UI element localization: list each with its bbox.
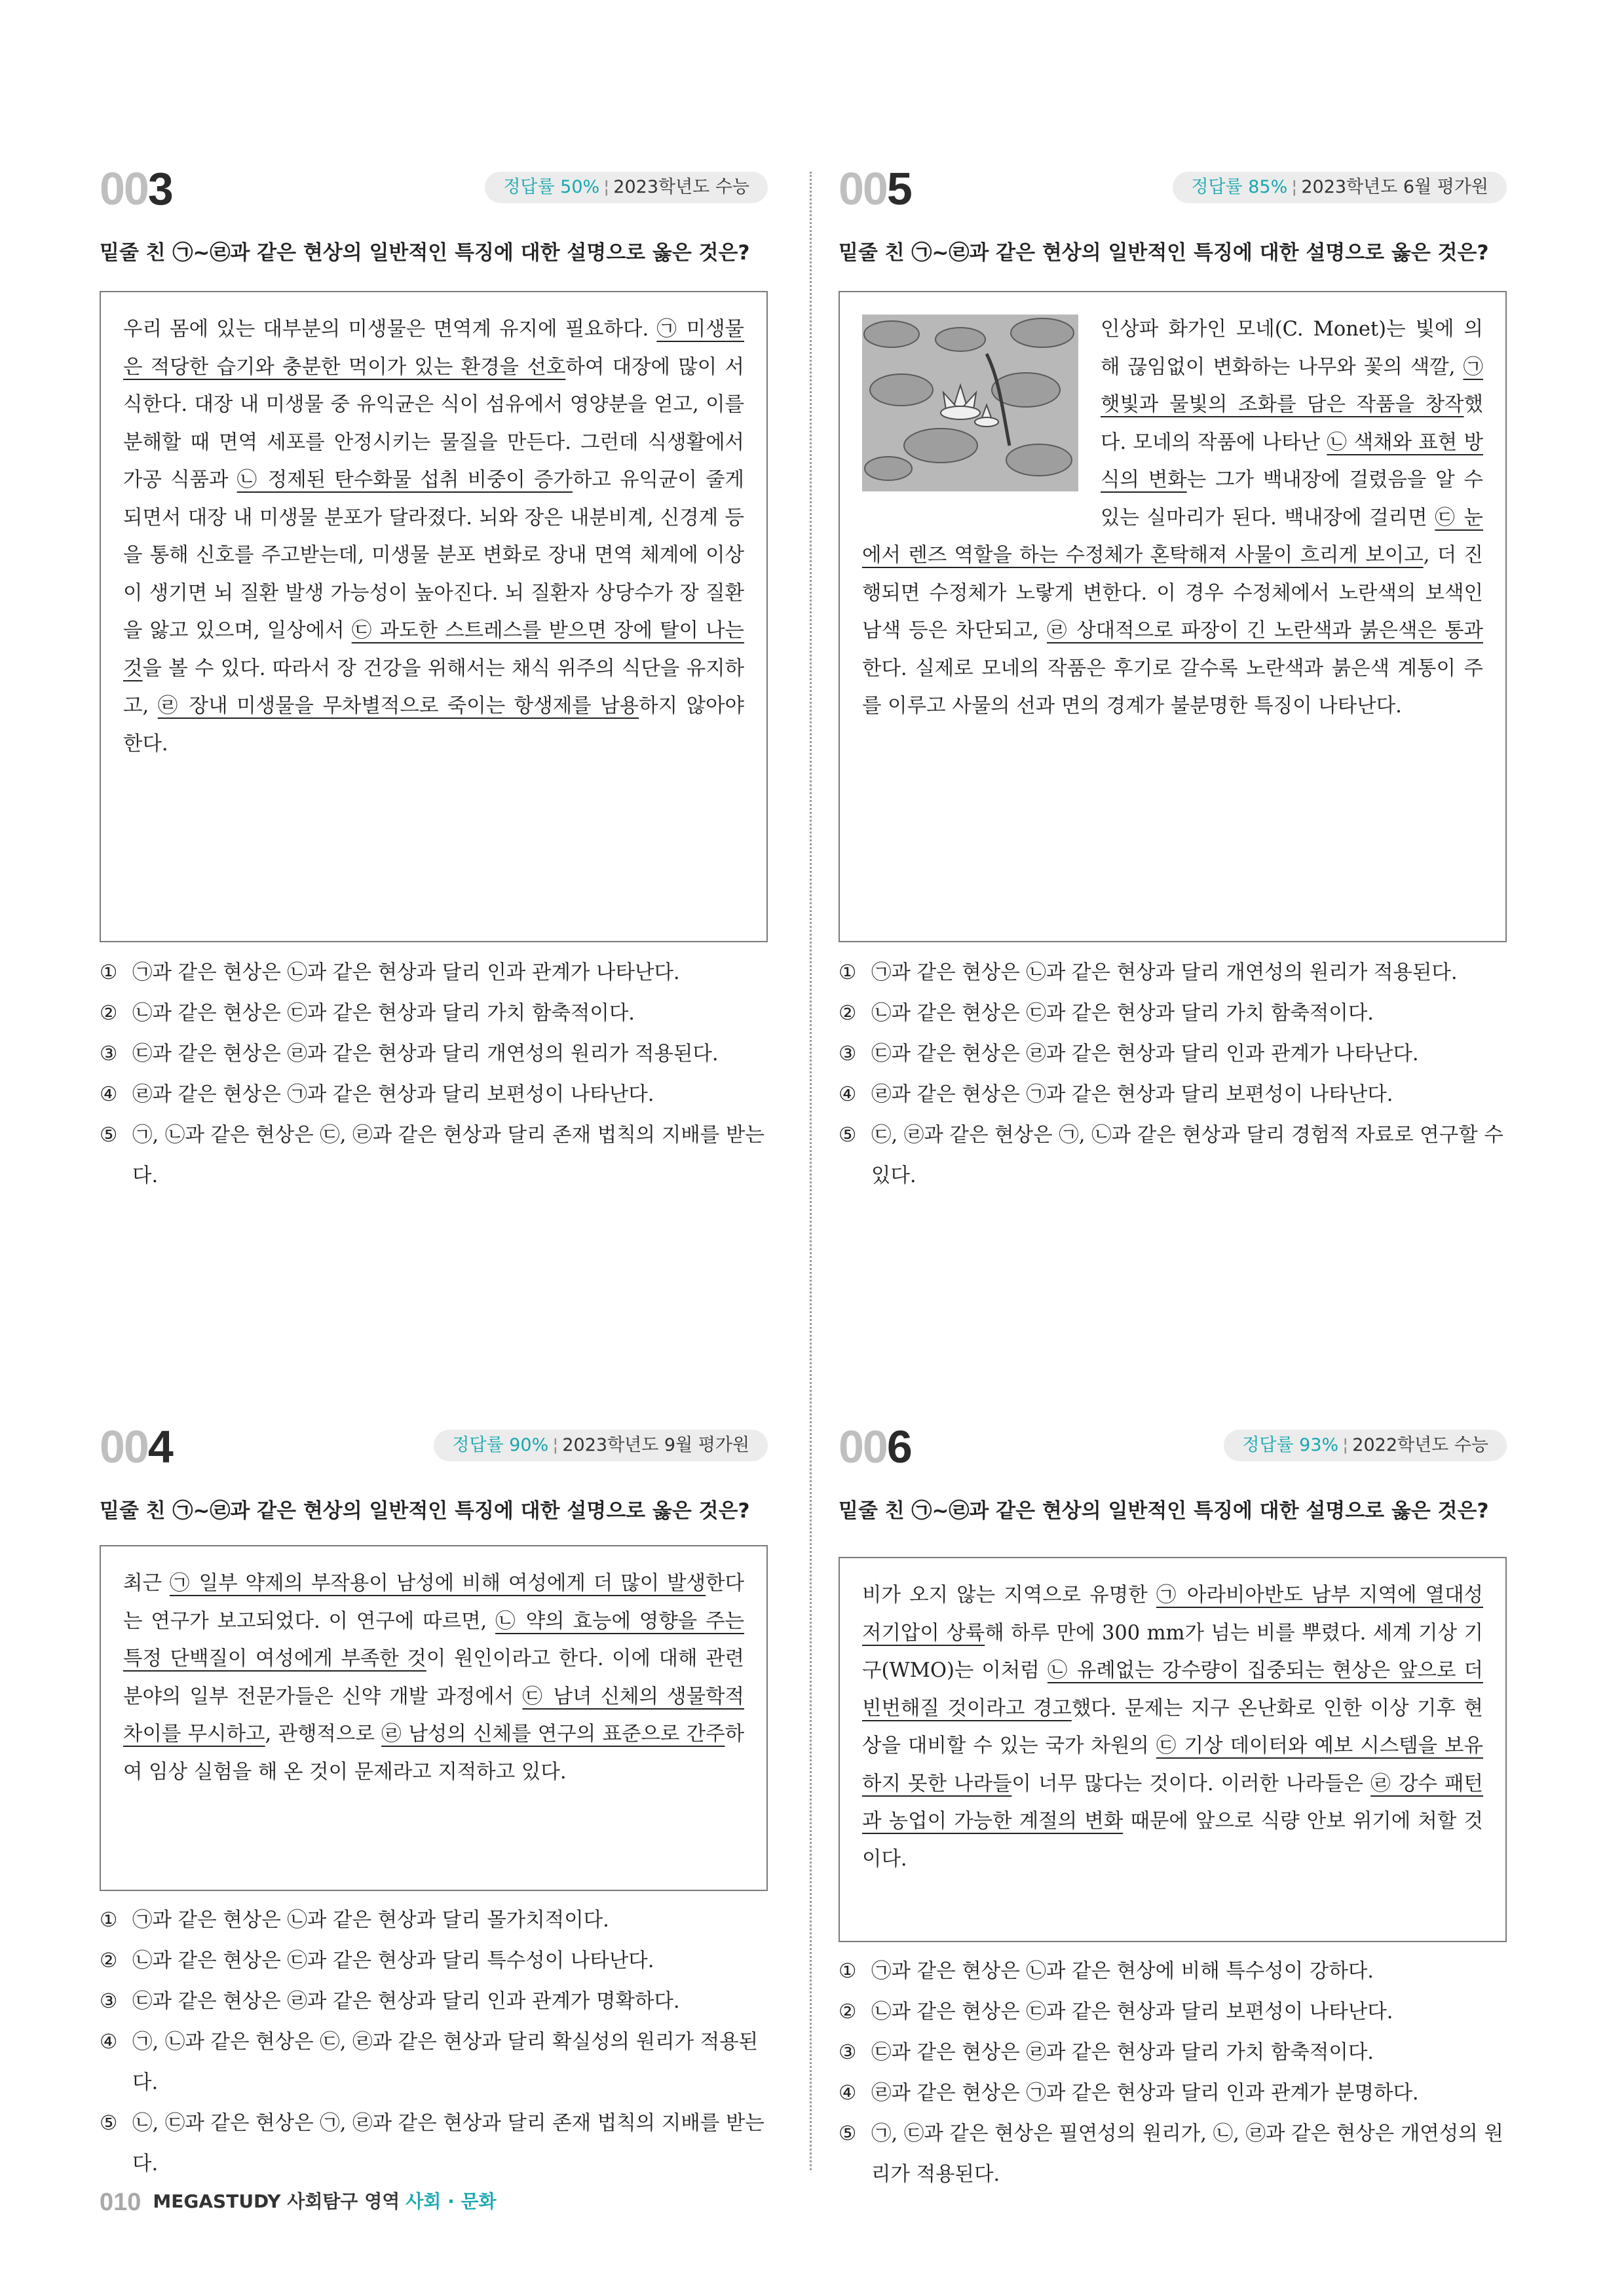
passage-box [839,291,1507,942]
answer-choices [100,1900,768,2185]
answer-choice[interactable]: ④ ㉣과 같은 현상은 ㉠과 같은 현상과 달리 인과 관계가 분명하다. [839,2082,1419,2105]
answer-choices [839,953,1507,1196]
passage-text: 최근 ㉠ 일부 약제의 부작용이 남성에 비해 여성에게 더 많이 발생한다는 연구가 보고되었다. 이 연구에 따르면, ㉡ 약의 효능에 영향을 주는 특정 단백질이 여성에게 부족한 것이 원인이라고 한다. 이에 대해 관련 분야의 일부 전문가들은 신약 개발 과정에서 ㉢ 남녀 신체의 생물학적 차이를 무시하고, 관행적으로 ㉣ 남성의 신체를 연구의 표준으로 간주하여 임상 실험을 해 온 것이 문제라고 지적하고 있다. [123,1572,745,1784]
exam-source: 2023학년도 9월 평가원 [562,1435,749,1455]
question-title: 밑줄 친 ㉠~㉣과 같은 현상의 일반적인 특징에 대한 설명으로 옳은 것은? [100,1499,750,1523]
exam-source: 2023학년도 6월 평가원 [1301,177,1488,197]
passage-text: 우리 몸에 있는 대부분의 미생물은 면역계 유지에 필요하다. ㉠ 미생물은 적당한 습기와 충분한 먹이가 있는 환경을 선호하여 대장에 많이 서식한다. 대장 내 미생물 중 유익균은 식이 섬유에서 영양분을 얻고, 이를 분해할 때 면역 세포를 안정시키는 물질을 만든다. 그런데 식생활에서 가공 식품과 ㉡ 정제된 탄수화물 섭취 비중이 증가하고 유익균이 줄게 되면서 대장 내 미생물 분포가 달라졌다. 뇌와 장은 내분비계, 신경계 등을 통해 신호를 주고받는데, 미생물 분포 변화로 장내 면역 체계에 이상이 생기면 뇌 질환 발생 가능성이 높아진다. 뇌 질환자 상당수가 장 질환을 앓고 있으며, 일상에서 ㉢ 과도한 스트레스를 받으면 장에 탈이 나는 것을 볼 수 있다. 따라서 장 건강을 위해서는 채식 위주의 식단을 유지하고, ㉣ 장내 미생물을 무차별적으로 죽이는 항생제를 남용하지 않아야 한다. [123,318,745,756]
underlined-phrase-a: ㉠ 햇빛과 물빛의 조화를 담은 작품을 창작 [1101,355,1483,416]
subject-name: 사회 · 문화 [406,2191,497,2212]
answer-rate: 정답률 90% [452,1435,549,1455]
underlined-phrase-a: ㉠ 아라비아반도 남부 지역에 열대성 저기압이 상륙 [862,1584,1484,1645]
underlined-phrase-b: ㉡ 유례없는 강수량이 집중되는 현상은 앞으로 더 빈번해질 것이라고 경고 [862,1659,1483,1720]
question-number: 004 [100,1421,172,1472]
question-005 [839,163,1507,1187]
passage-box [839,1557,1507,1942]
answer-choice[interactable]: ② ㉡과 같은 현상은 ㉢과 같은 현상과 달리 보편성이 나타난다. [839,2000,1393,2023]
answer-choice[interactable]: ③ ㉢과 같은 현상은 ㉣과 같은 현상과 달리 개연성의 원리가 적용된다. [100,1043,719,1065]
question-header [100,1421,768,1473]
answer-choice[interactable]: ④ ㉠, ㉡과 같은 현상은 ㉢, ㉣과 같은 현상과 달리 확실성의 원리가 적용된다. [100,2031,759,2094]
answer-choice[interactable]: ③ ㉢과 같은 현상은 ㉣과 같은 현상과 달리 가치 함축적이다. [839,2041,1374,2064]
question-003 [100,163,768,1187]
underlined-phrase-d: ㉣ 강수 패턴과 농업이 가능한 계절의 변화 [862,1772,1483,1833]
answer-choice[interactable]: ⑤ ㉠, ㉢과 같은 현상은 필연성의 원리가, ㉡, ㉣과 같은 현상은 개연성의 원리가 적용된다. [839,2122,1503,2186]
answer-rate: 정답률 93% [1242,1435,1339,1455]
question-number: 003 [100,163,172,214]
badge-separator: ¦ [603,177,610,197]
answer-choice[interactable]: ① ㉠과 같은 현상은 ㉡과 같은 현상과 달리 몰가치적이다. [100,1909,609,1932]
answer-choice[interactable]: ④ ㉣과 같은 현상은 ㉠과 같은 현상과 달리 보편성이 나타난다. [839,1083,1393,1106]
underlined-phrase-b: ㉡ 색채와 표현 방식의 변화 [1101,430,1483,491]
answer-rate-badge [1224,1430,1507,1461]
underlined-phrase-b: ㉡ 정제된 탄수화물 섭취 비중이 증가 [236,469,573,491]
exam-source: 2022학년도 수능 [1352,1435,1488,1455]
question-header [839,163,1507,215]
page-footer [100,2187,497,2217]
passage-text: 인상파 화가인 모네(C. Monet)는 빛에 의해 끊임없이 변화하는 나무와 꽃의 색깔, ㉠ 햇빛과 물빛의 조화를 담은 작품을 창작했다. 모네의 작품에 나타난 ㉡ 색채와 표현 방식의 변화는 그가 백내장에 걸렸음을 알 수 있는 실마리가 된다. 백내장에 걸리면 ㉢ 눈에서 렌즈 역할을 하는 수정체가 혼탁해져 사물이 흐리게 보이고, 더 진행되면 수정체가 노랗게 변한다. 이 경우 수정체에서 노란색의 보색인 남색 등은 차단되고, ㉣ 상대적으로 파장이 긴 노란색과 붉은색은 통과한다. 실제로 모네의 작품은 후기로 갈수록 노란색과 붉은색 계통이 주를 이루고 사물의 선과 면의 경계가 불분명한 특징이 나타난다. [862,318,1484,718]
answer-choice[interactable]: ① ㉠과 같은 현상은 ㉡과 같은 현상과 달리 개연성의 원리가 적용된다. [839,961,1458,984]
exam-source: 2023학년도 수능 [613,177,749,197]
question-number: 006 [839,1421,911,1472]
answer-choice[interactable]: ⑤ ㉢, ㉣과 같은 현상은 ㉠, ㉡과 같은 현상과 달리 경험적 자료로 연구할 수 있다. [839,1124,1503,1187]
answer-choice[interactable]: ③ ㉢과 같은 현상은 ㉣과 같은 현상과 달리 인과 관계가 나타난다. [839,1043,1419,1065]
answer-choice[interactable]: ④ ㉣과 같은 현상은 ㉠과 같은 현상과 달리 보편성이 나타난다. [100,1083,654,1106]
badge-separator: ¦ [1342,1435,1349,1455]
question-004 [100,1421,768,2174]
question-title: 밑줄 친 ㉠~㉣과 같은 현상의 일반적인 특징에 대한 설명으로 옳은 것은? [100,241,750,265]
underlined-phrase-c: ㉢ 과도한 스트레스를 받으면 장에 탈이 나는 것 [123,619,744,680]
answer-choice[interactable]: ⑤ ㉡, ㉢과 같은 현상은 ㉠, ㉣과 같은 현상과 달리 존재 법칙의 지배를 받는다. [100,2112,765,2175]
underlined-phrase-a: ㉠ 미생물은 적당한 습기와 충분한 먹이가 있는 환경을 선호 [123,318,744,379]
answer-rate-badge [485,172,768,203]
column-divider [810,172,812,2170]
passage-box [100,291,768,942]
underlined-phrase-d: ㉣ 남성의 신체를 연구의 표준으로 간주 [381,1723,725,1746]
answer-rate-badge [434,1430,768,1461]
answer-rate: 정답률 85% [1191,177,1288,197]
badge-separator: ¦ [552,1435,559,1455]
water-lily-painting-image [862,315,1078,491]
underlined-phrase-d: ㉣ 장내 미생물을 무차별적으로 죽이는 항생제를 남용 [157,695,639,718]
underlined-phrase-c: ㉢ 남녀 신체의 생물학적 차이를 무시하고 [123,1685,744,1746]
question-number: 005 [839,163,911,214]
answer-choice[interactable]: ② ㉡과 같은 현상은 ㉢과 같은 현상과 달리 가치 함축적이다. [100,1002,635,1025]
question-header [839,1421,1507,1473]
badge-separator: ¦ [1291,177,1298,197]
book-brand: MEGASTUDY 사회탐구 영역 [153,2191,400,2212]
answer-choice[interactable]: ③ ㉢과 같은 현상은 ㉣과 같은 현상과 달리 인과 관계가 명확하다. [100,1990,680,2013]
underlined-phrase-d: ㉣ 상대적으로 파장이 긴 노란색과 붉은색은 통과 [1047,619,1483,642]
question-006 [839,1421,1507,2186]
question-title: 밑줄 친 ㉠~㉣과 같은 현상의 일반적인 특징에 대한 설명으로 옳은 것은? [839,241,1489,265]
answer-choice[interactable]: ② ㉡과 같은 현상은 ㉢과 같은 현상과 달리 가치 함축적이다. [839,1002,1374,1025]
page-number: 010 [100,2189,142,2216]
answer-choice[interactable]: ① ㉠과 같은 현상은 ㉡과 같은 현상과 달리 인과 관계가 나타난다. [100,961,680,984]
underlined-phrase-c: ㉢ 눈에서 렌즈 역할을 하는 수정체가 혼탁해져 사물이 흐리게 보이고 [862,506,1483,567]
answer-choices [100,953,768,1196]
answer-rate-badge [1173,172,1507,203]
passage-text: 비가 오지 않는 지역으로 유명한 ㉠ 아라비아반도 남부 지역에 열대성 저기압이 상륙해 하루 만에 300 mm가 넘는 비를 뿌렸다. 세계 기상 기구(WMO)는 이처럼 ㉡ 유례없는 강수량이 집중되는 현상은 앞으로 더 빈번해질 것이라고 경고했다. 문제는 지구 온난화로 인한 이상 기후 현상을 대비할 수 있는 국가 차원의 ㉢ 기상 데이터와 예보 시스템을 보유하지 못한 나라들이 너무 많다는 것이다. 이러한 나라들은 ㉣ 강수 패턴과 농업이 가능한 계절의 변화 때문에 앞으로 식량 안보 위기에 처할 것이다. [862,1584,1484,1871]
answer-choice[interactable]: ① ㉠과 같은 현상은 ㉡과 같은 현상에 비해 특수성이 강하다. [839,1960,1374,1983]
underlined-phrase-b: ㉡ 약의 효능에 영향을 주는 특정 단백질이 여성에게 부족한 것 [123,1609,744,1670]
underlined-phrase-c: ㉢ 기상 데이터와 예보 시스템을 보유하지 못한 나라들 [862,1734,1483,1795]
underlined-phrase-a: ㉠ 일부 약제의 부작용이 남성에 비해 여성에게 더 많이 발생 [169,1572,706,1595]
answer-rate: 정답률 50% [503,177,600,197]
answer-choice[interactable]: ⑤ ㉠, ㉡과 같은 현상은 ㉢, ㉣과 같은 현상과 달리 존재 법칙의 지배를 받는다. [100,1124,765,1187]
answer-choices [839,1951,1507,2195]
passage-box [100,1545,768,1891]
question-header [100,163,768,215]
answer-choice[interactable]: ② ㉡과 같은 현상은 ㉢과 같은 현상과 달리 특수성이 나타난다. [100,1949,654,1972]
question-title: 밑줄 친 ㉠~㉣과 같은 현상의 일반적인 특징에 대한 설명으로 옳은 것은? [839,1499,1489,1523]
